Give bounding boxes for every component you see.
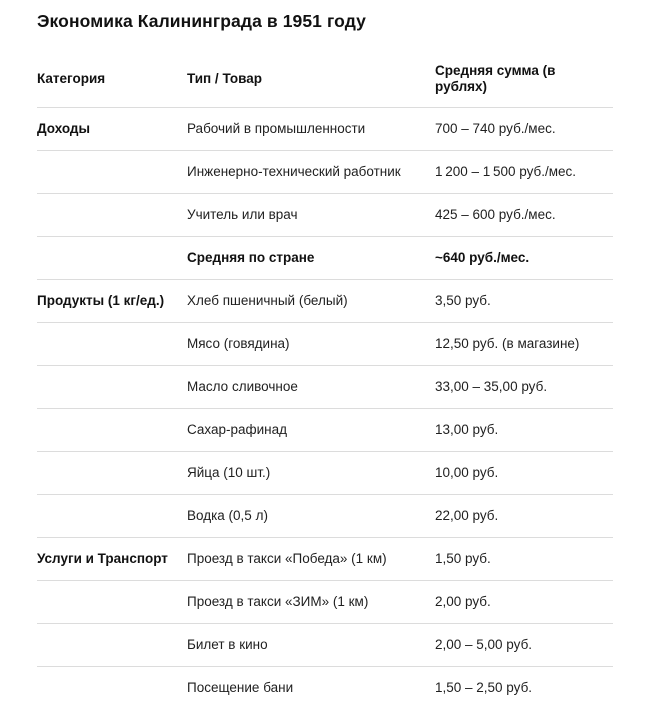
cell-category [37, 323, 187, 366]
cell-item: Проезд в такси «Победа» (1 км) [187, 538, 435, 581]
table-row [37, 581, 613, 624]
cell-value: 1 200 – 1 500 руб./мес. [435, 151, 613, 194]
cell-value: 2,00 руб. [435, 581, 613, 624]
cell-value: 700 – 740 руб./мес. [435, 108, 613, 151]
cell-category [37, 495, 187, 538]
table-row [37, 108, 613, 151]
table-row [37, 495, 613, 538]
cell-category [37, 624, 187, 667]
cell-category [37, 581, 187, 624]
cell-item: Учитель или врач [187, 194, 435, 237]
column-header-category: Категория [37, 63, 187, 108]
cell-item: Посещение бани [187, 667, 435, 709]
cell-category [37, 151, 187, 194]
table-row [37, 667, 613, 709]
table-row [37, 409, 613, 452]
cell-category: Доходы [37, 108, 187, 151]
column-header-value: Средняя сумма (в рублях) [435, 63, 613, 108]
cell-value: 2,00 – 5,00 руб. [435, 624, 613, 667]
table-row [37, 538, 613, 581]
cell-value: 22,00 руб. [435, 495, 613, 538]
cell-value: 33,00 – 35,00 руб. [435, 366, 613, 409]
cell-item: Билет в кино [187, 624, 435, 667]
cell-category [37, 194, 187, 237]
cell-item: Рабочий в промышленности [187, 108, 435, 151]
table-header-row [37, 63, 613, 108]
cell-value: 12,50 руб. (в магазине) [435, 323, 613, 366]
cell-item: Водка (0,5 л) [187, 495, 435, 538]
cell-item: Яйца (10 шт.) [187, 452, 435, 495]
cell-value: 13,00 руб. [435, 409, 613, 452]
table-body [37, 108, 613, 709]
table-row [37, 452, 613, 495]
cell-item: Средняя по стране [187, 237, 435, 280]
cell-item: Сахар-рафинад [187, 409, 435, 452]
cell-category: Услуги и Транспорт [37, 538, 187, 581]
cell-item: Масло сливочное [187, 366, 435, 409]
table-row [37, 323, 613, 366]
column-header-item: Тип / Товар [187, 63, 435, 108]
cell-value: 10,00 руб. [435, 452, 613, 495]
cell-category [37, 667, 187, 709]
cell-item: Мясо (говядина) [187, 323, 435, 366]
economy-table [37, 63, 613, 709]
cell-value: 3,50 руб. [435, 280, 613, 323]
cell-item: Проезд в такси «ЗИМ» (1 км) [187, 581, 435, 624]
cell-value: 1,50 руб. [435, 538, 613, 581]
cell-item: Хлеб пшеничный (белый) [187, 280, 435, 323]
table-row [37, 624, 613, 667]
table-row [37, 151, 613, 194]
cell-category [37, 452, 187, 495]
table-row [37, 194, 613, 237]
cell-item: Инженерно-технический работник [187, 151, 435, 194]
table-row [37, 237, 613, 280]
cell-value: 1,50 – 2,50 руб. [435, 667, 613, 709]
cell-category [37, 366, 187, 409]
cell-category [37, 409, 187, 452]
page-title: Экономика Калининграда в 1951 году [37, 10, 613, 32]
cell-category [37, 237, 187, 280]
cell-value: 425 – 600 руб./мес. [435, 194, 613, 237]
table-row [37, 280, 613, 323]
cell-category: Продукты (1 кг/ед.) [37, 280, 187, 323]
cell-value: ~640 руб./мес. [435, 237, 613, 280]
table-header [37, 63, 613, 108]
table-row [37, 366, 613, 409]
